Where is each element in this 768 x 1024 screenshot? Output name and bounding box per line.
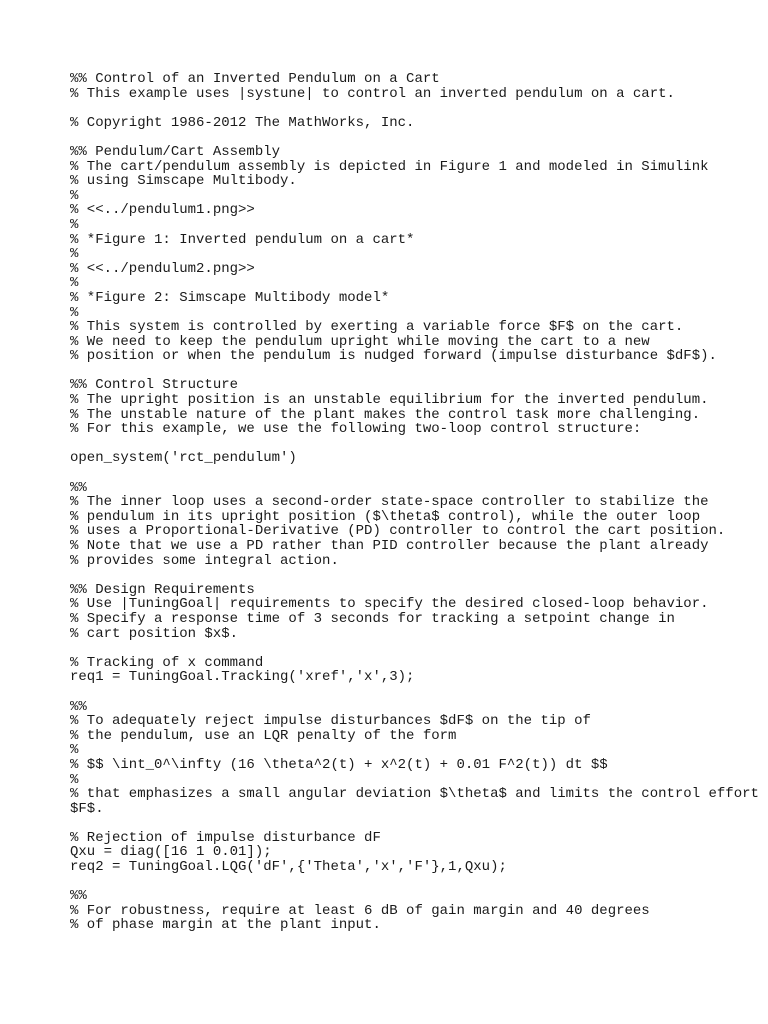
- code-line: %% Control of an Inverted Pendulum on a Cart: [70, 71, 440, 87]
- code-line: % For this example, we use the following two-loop control structure:: [70, 421, 642, 438]
- code-line: %%: [70, 698, 87, 715]
- code-line: open_system('rct_pendulum'): [70, 450, 297, 467]
- code-line: % that emphasizes a small angular deviation $\theta$ and limits the control effort: [70, 786, 759, 803]
- code-line: % *Figure 1: Inverted pendulum on a cart*: [70, 231, 415, 248]
- code-line: %: [70, 742, 79, 759]
- code-line: % $$ \int_0^\infty (16 \theta^2(t) + x^2(t) + 0.01 F^2(t)) dt $$: [70, 756, 608, 773]
- code-line: % *Figure 2: Simscape Multibody model*: [70, 289, 390, 306]
- code-line: [70, 875, 750, 890]
- code-line: [70, 437, 750, 452]
- code-line: req1 = TuningGoal.Tracking('xref','x',3);: [70, 669, 415, 686]
- code-line: % uses a Proportional-Derivative (PD) controller to control the cart position.: [70, 523, 726, 540]
- code-line: %: [70, 246, 79, 263]
- code-line: %: [70, 304, 79, 321]
- code-line: [70, 641, 750, 656]
- code-line: % To adequately reject impulse disturbances $dF$ on the tip of: [70, 713, 591, 730]
- code-line: %%: [70, 479, 87, 496]
- code-line: % The inner loop uses a second-order state-space controller to stabilize the: [70, 494, 709, 511]
- code-line: % cart position $x$.: [70, 625, 239, 642]
- code-line: %: [70, 187, 79, 204]
- code-line: % of phase margin at the plant input.: [70, 917, 381, 934]
- code-line: % This system is controlled by exerting a variable force $F$ on the cart.: [70, 319, 684, 336]
- code-line: $F$.: [70, 800, 104, 817]
- code-line: %%: [70, 888, 87, 905]
- code-line: Qxu = diag([16 1 0.01]);: [70, 844, 272, 861]
- code-line: % using Simscape Multibody.: [70, 173, 297, 190]
- code-line: [70, 568, 750, 583]
- code-line: % Use |TuningGoal| requirements to specify the desired closed-loop behavior.: [70, 596, 709, 613]
- code-line: [70, 364, 750, 379]
- code-line: % Tracking of x command: [70, 654, 264, 671]
- code-line: [70, 130, 750, 145]
- code-line: % The unstable nature of the plant makes the control task more challenging.: [70, 406, 701, 423]
- code-line: % This example uses |systune| to control an inverted pendulum on a cart.: [70, 85, 675, 102]
- code-line: [70, 466, 750, 481]
- code-line: % For robustness, require at least 6 dB of gain margin and 40 degrees: [70, 902, 650, 919]
- code-line: [70, 685, 750, 700]
- code-line: %: [70, 216, 79, 233]
- code-line: %% Pendulum/Cart Assembly: [70, 143, 281, 160]
- code-line: % position or when the pendulum is nudged forward (impulse disturbance $dF$).: [70, 348, 717, 365]
- code-line: %: [70, 771, 79, 788]
- code-line: % pendulum in its upright position ($\theta$ control), while the outer loop: [70, 508, 701, 525]
- code-line: % <<../pendulum1.png>>: [70, 202, 255, 219]
- code-line: %: [70, 275, 79, 292]
- code-line: % We need to keep the pendulum upright while moving the cart to a new: [70, 333, 650, 350]
- code-line: % the pendulum, use an LQR penalty of the form: [70, 727, 457, 744]
- code-line: req2 = TuningGoal.LQG('dF',{'Theta','x','F'},1,Qxu);: [70, 859, 507, 876]
- code-line: % The upright position is an unstable equilibrium for the inverted pendulum.: [70, 392, 709, 409]
- code-line: % Specify a response time of 3 seconds for tracking a setpoint change in: [70, 610, 675, 627]
- code-line: % The cart/pendulum assembly is depicted in Figure 1 and modeled in Simulink: [70, 158, 709, 175]
- code-line: [70, 816, 750, 831]
- code-line: % Rejection of impulse disturbance dF: [70, 829, 381, 846]
- code-line: % Note that we use a PD rather than PID controller because the plant already: [70, 538, 709, 554]
- code-line: % Copyright 1986-2012 The MathWorks, Inc.: [70, 114, 415, 131]
- code-line: %% Control Structure: [70, 377, 239, 394]
- matlab-script-document: [70, 71, 759, 934]
- code-line: % provides some integral action.: [70, 552, 339, 569]
- code-line: % <<../pendulum2.png>>: [70, 260, 255, 277]
- code-line: %% Design Requirements: [70, 581, 255, 598]
- code-line: [70, 101, 750, 116]
